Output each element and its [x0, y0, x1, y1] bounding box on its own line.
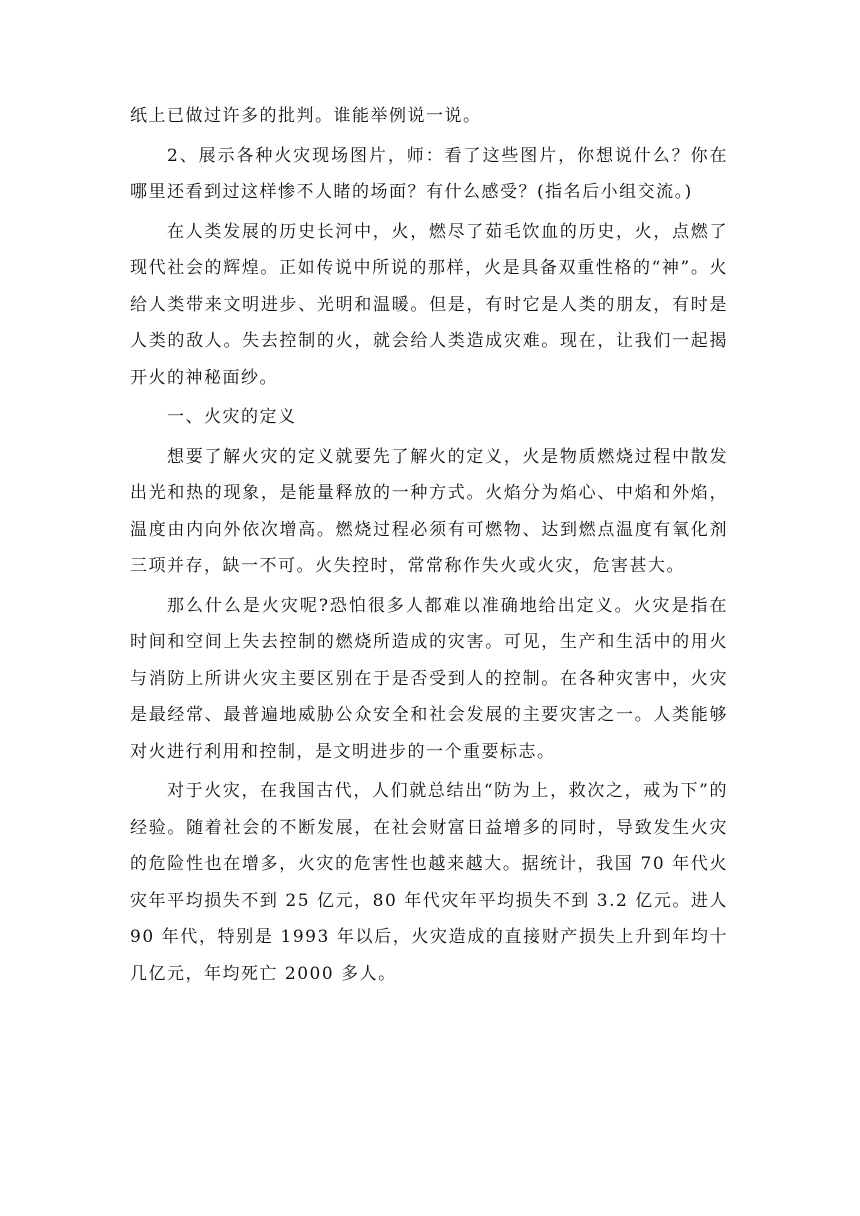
- paragraph-fire-definition: 想要了解火灾的定义就要先了解火的定义，火是物质燃烧过程中散发出光和热的现象，是能量释放的一种方式。火焰分为焰心、中焰和外焰，温度由内向外依次增高。燃烧过程必须有可燃物、达到燃点温度有氧化剂三项并存，缺一不可。火失控时，常常称作失火或火灾，危害甚大。: [130, 446, 728, 576]
- paragraph-fire-statistics: 对于火灾，在我国古代，人们就总结出“防为上，救次之，戒为下”的经验。随着社会的不断发展，在社会财富日益增多的同时，导致发生火灾的危险性也在增多，火灾的危害性也越来越大。据统计，我国 70 年代火灾年平均损失不到 25 亿元，80 年代灾年平均损失不到 3.2 亿元。进人 90 年代，特别是 1993 年以后，火灾造成的直接财产损失上升到年均十几亿元，年均死亡 2000 多人。: [130, 781, 728, 984]
- document-page: [130, 98, 728, 995]
- paragraph-continuation: 纸上已做过许多的批判。谁能举例说一说。: [130, 106, 482, 126]
- paragraph-show-pictures: 2、展示各种火灾现场图片，师：看了这些图片，你想说什么？你在哪里还看到过这样惨不人睹的场面？有什么感受？(指名后小组交流。): [130, 145, 728, 202]
- section-heading-fire-definition: 一、火灾的定义: [167, 407, 297, 427]
- paragraph-what-is-fire-disaster: 那么什么是火灾呢?恐怕很多人都难以准确地给出定义。火灾是指在时间和空间上失去控制的燃烧所造成的灾害。可见，生产和生活中的用火与消防上所讲火灾主要区别在于是否受到人的控制。在各种灾害中，火灾是最经常、最普遍地威胁公众安全和社会发展的主要灾害之一。人类能够对火进行利用和控制，是文明进步的一个重要标志。: [130, 595, 728, 762]
- paragraph-fire-history: 在人类发展的历史长河中，火，燃尽了茹毛饮血的历史，火，点燃了现代社会的辉煌。正如传说中所说的那样，火是具备双重性格的“神”。火给人类带来文明进步、光明和温暖。但是，有时它是人类的朋友，有时是人类的敌人。失去控制的火，就会给人类造成灾难。现在，让我们一起揭开火的神秘面纱。: [130, 221, 728, 388]
